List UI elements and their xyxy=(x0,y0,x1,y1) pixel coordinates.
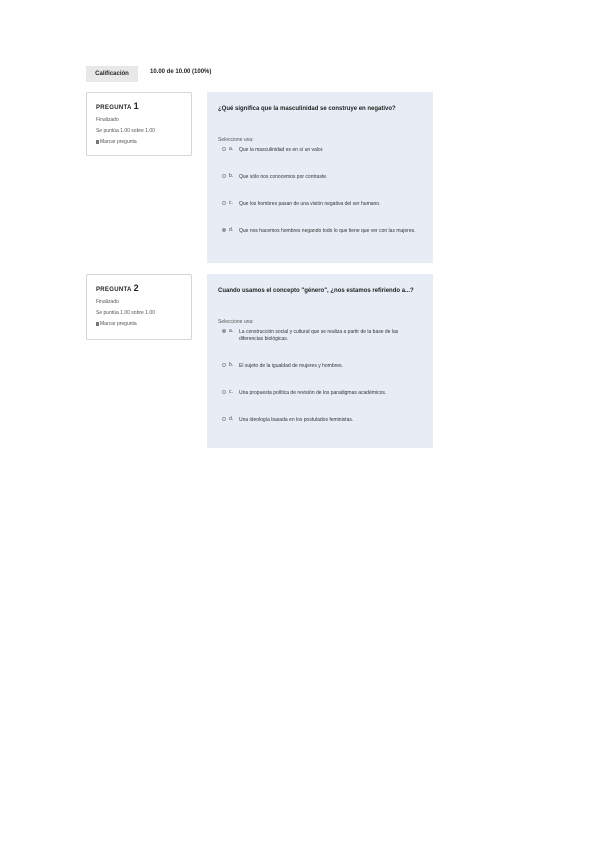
radio-button[interactable] xyxy=(222,174,226,178)
answer-option[interactable]: a. Que la masculinidad es en sí un valor. xyxy=(218,147,422,154)
radio-button[interactable] xyxy=(222,363,226,367)
question-info-1 xyxy=(86,92,192,156)
question-title: PREGUNTA 2 xyxy=(96,283,139,293)
question-status: Finalizado xyxy=(96,299,119,305)
radio-button[interactable] xyxy=(222,390,226,394)
select-label: Seleccione una: xyxy=(218,137,254,143)
question-title: PREGUNTA 1 xyxy=(96,101,139,111)
flag-icon xyxy=(96,322,99,326)
flag-question-link[interactable]: Marcar pregunta xyxy=(96,139,182,145)
question-number: 1 xyxy=(133,101,139,111)
radio-button[interactable] xyxy=(222,417,226,421)
answer-option[interactable]: b. Que sólo nos conocemos por contraste. xyxy=(218,174,422,181)
grade-label: Calificación xyxy=(86,66,138,82)
question-panel-2 xyxy=(207,274,433,448)
question-panel-1 xyxy=(207,92,433,263)
grade-value: 10.00 de 10.00 (100%) xyxy=(150,69,212,75)
question-status: Finalizado xyxy=(96,117,119,123)
question-score: Se puntúa 1.00 sobre 1.00 xyxy=(96,128,155,134)
question-score: Se puntúa 1.00 sobre 1.00 xyxy=(96,310,155,316)
question-text: Cuando usamos el concepto "género", ¿nos estamos refiriendo a...? xyxy=(218,288,414,294)
grade-row xyxy=(86,66,436,82)
answer-option[interactable]: d. Una ideología basada en los postulados feministas. xyxy=(218,417,422,424)
flag-icon xyxy=(96,140,99,144)
radio-button[interactable] xyxy=(222,201,226,205)
flag-question-link[interactable]: Marcar pregunta xyxy=(96,321,182,327)
question-number: 2 xyxy=(133,283,139,293)
answer-option[interactable]: c. Una propuesta política de revisión de los paradigmas académicos. xyxy=(218,390,422,397)
answer-option[interactable]: d. Que nos hacemos hombres negando todo lo que tiene que ver con las mujeres. xyxy=(218,228,422,235)
question-info-2 xyxy=(86,274,192,340)
answer-option[interactable]: a. La construcción social y cultural que se realiza a partir de la base de las diferencias biológicas. xyxy=(218,329,422,343)
radio-button-checked[interactable] xyxy=(222,228,226,232)
radio-button[interactable] xyxy=(222,147,226,151)
select-label: Seleccione una: xyxy=(218,319,254,325)
answer-option[interactable]: c. Que los hombres pasan de una visión negativa del ser humano. xyxy=(218,201,422,208)
question-text: ¿Qué significa que la masculinidad se construye en negativo? xyxy=(218,106,396,112)
radio-button-checked[interactable] xyxy=(222,329,226,333)
answer-option[interactable]: b. El sujeto de la igualdad de mujeres y hombres. xyxy=(218,363,422,370)
